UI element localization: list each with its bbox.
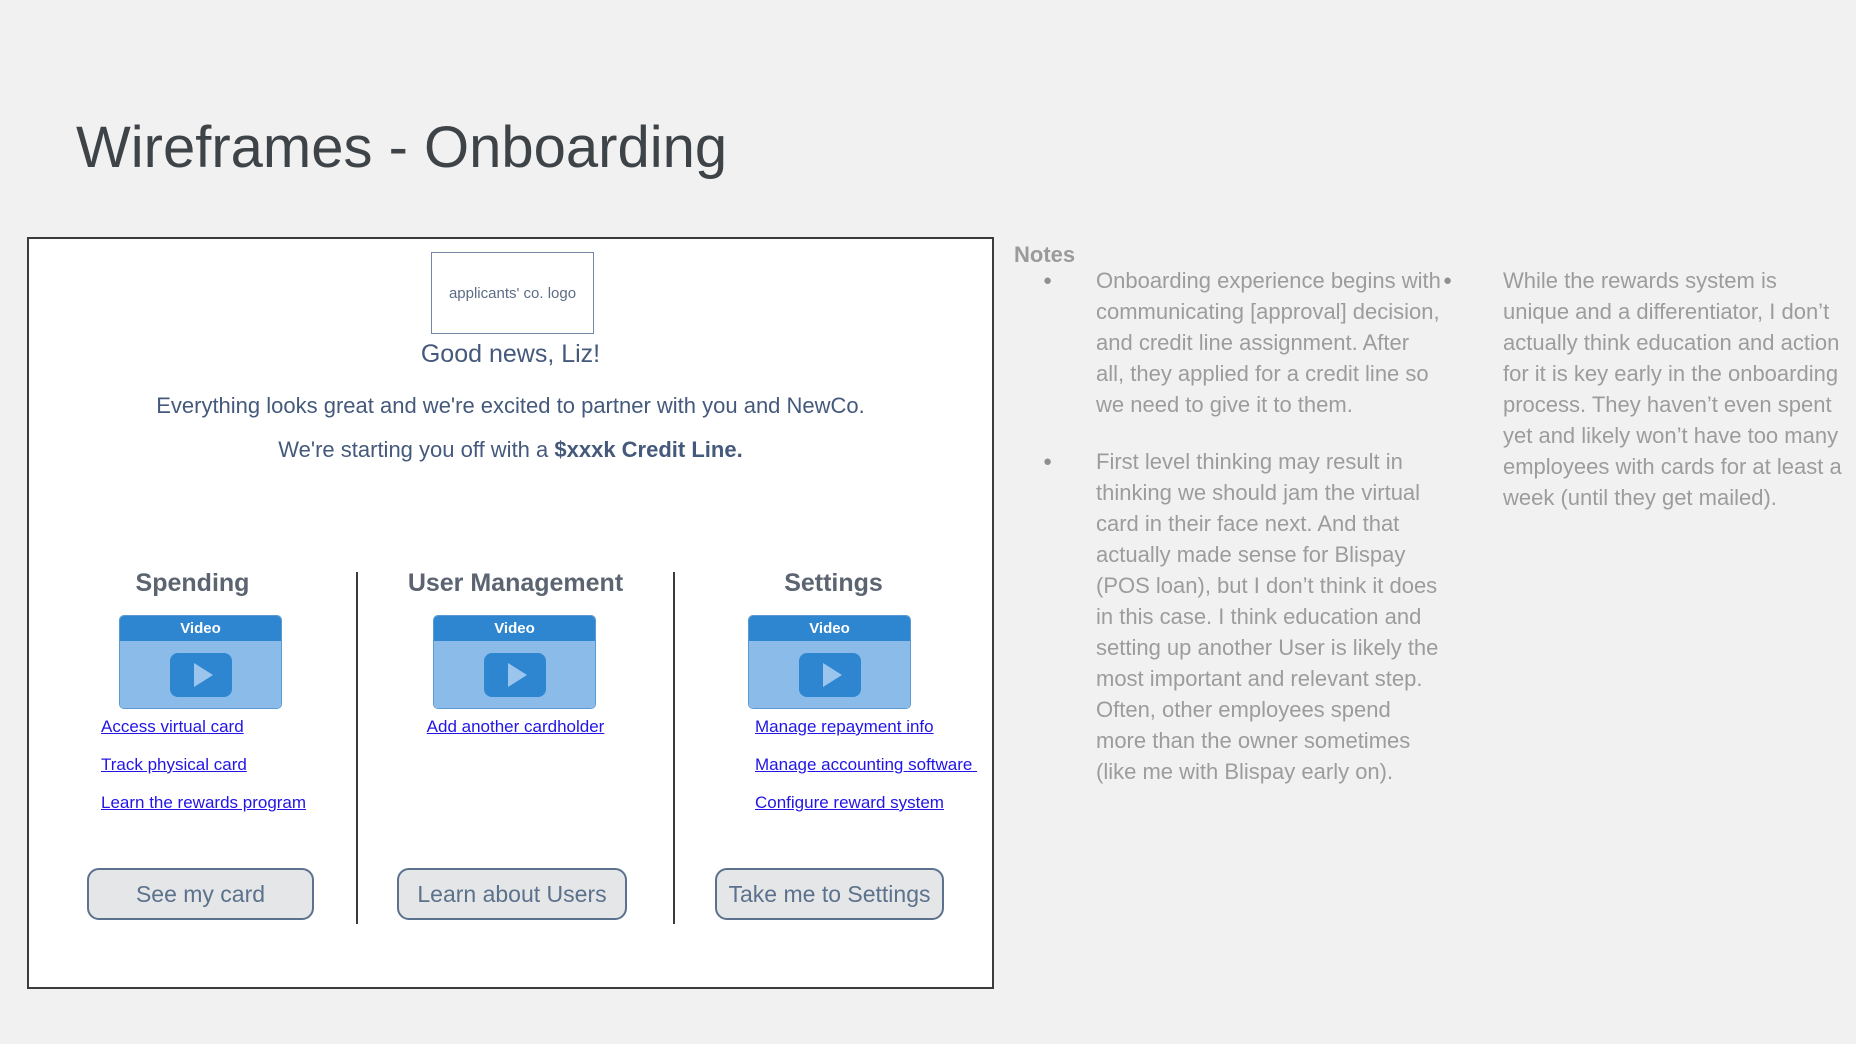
column-header-spending: Spending bbox=[135, 569, 250, 597]
column-header-settings: Settings bbox=[784, 569, 883, 597]
video-title-bar: Video bbox=[434, 616, 595, 641]
video-thumbnail bbox=[749, 641, 910, 708]
bullet-icon: ● bbox=[1043, 453, 1053, 470]
bullet-icon: ● bbox=[1043, 272, 1053, 289]
greeting-text: Good news, Liz! bbox=[420, 340, 601, 368]
video-title-bar: Video bbox=[120, 616, 281, 641]
notes-column-left bbox=[1031, 265, 1461, 787]
note-bullet-item bbox=[1031, 265, 1461, 420]
credit-line-message-prefix: We're starting you off with a bbox=[278, 437, 555, 462]
play-button[interactable] bbox=[799, 653, 861, 697]
column-divider bbox=[673, 572, 675, 924]
note-text: Onboarding experience begins with communicating [approval] decision, and credit line assignment. After all, they applied for a credit line so we need to give it to them. bbox=[1096, 268, 1441, 417]
user-management-video-widget[interactable] bbox=[433, 615, 596, 709]
page-title: Wireframes - Onboarding bbox=[76, 115, 728, 180]
notes-column-right bbox=[1431, 265, 1856, 513]
settings-video-widget[interactable] bbox=[748, 615, 911, 709]
note-bullet-item bbox=[1431, 265, 1856, 513]
notes-heading: Notes bbox=[1014, 242, 1076, 267]
link-manage-repayment-info[interactable]: Manage repayment info bbox=[755, 717, 934, 736]
learn-about-users-button[interactable]: Learn about Users bbox=[397, 868, 627, 920]
link-access-virtual-card[interactable]: Access virtual card bbox=[101, 717, 244, 736]
credit-line-amount: $xxxk Credit Line. bbox=[554, 437, 743, 462]
note-text: While the rewards system is unique and a differentiator, I don’t actually think education and action for it is key early in the onboarding process. They haven’t even spent yet and likely won’t have too many employees with cards for at least a week (until they get mailed). bbox=[1503, 268, 1842, 510]
video-thumbnail bbox=[120, 641, 281, 708]
link-learn-rewards-program[interactable]: Learn the rewards program bbox=[101, 793, 307, 812]
note-text: First level thinking may result in thinking we should jam the virtual card in their face next. And that actually made sense for Blispay (POS loan), but I don’t think it does in this case. I think education and setting up another User is likely the most important and relevant step. Often, other employees spend more than the owner sometimes (like me with Blispay early on). bbox=[1096, 449, 1439, 784]
play-icon bbox=[194, 663, 213, 687]
play-button[interactable] bbox=[484, 653, 546, 697]
link-add-another-cardholder[interactable]: Add another cardholder bbox=[426, 717, 605, 736]
bullet-icon: ● bbox=[1443, 272, 1453, 289]
note-bullet-item bbox=[1031, 446, 1461, 787]
link-manage-accounting-software[interactable]: Manage accounting software bbox=[755, 755, 978, 774]
video-thumbnail bbox=[434, 641, 595, 708]
video-title-bar: Video bbox=[749, 616, 910, 641]
see-my-card-button[interactable]: See my card bbox=[87, 868, 314, 920]
company-logo-placeholder bbox=[431, 252, 594, 334]
column-divider bbox=[356, 572, 358, 924]
approval-message: Everything looks great and we're excited to partner with you and NewCo. bbox=[156, 393, 865, 418]
take-me-to-settings-button[interactable]: Take me to Settings bbox=[715, 868, 944, 920]
link-configure-reward-system[interactable]: Configure reward system bbox=[755, 793, 944, 812]
credit-line-message bbox=[29, 437, 992, 463]
column-header-user-management: User Management bbox=[407, 569, 624, 597]
play-icon bbox=[823, 663, 842, 687]
spending-video-widget[interactable] bbox=[119, 615, 282, 709]
link-track-physical-card[interactable]: Track physical card bbox=[101, 755, 247, 774]
wireframe-frame bbox=[27, 237, 994, 989]
company-logo-label: applicants' co. logo bbox=[448, 284, 577, 302]
play-button[interactable] bbox=[170, 653, 232, 697]
play-icon bbox=[508, 663, 527, 687]
